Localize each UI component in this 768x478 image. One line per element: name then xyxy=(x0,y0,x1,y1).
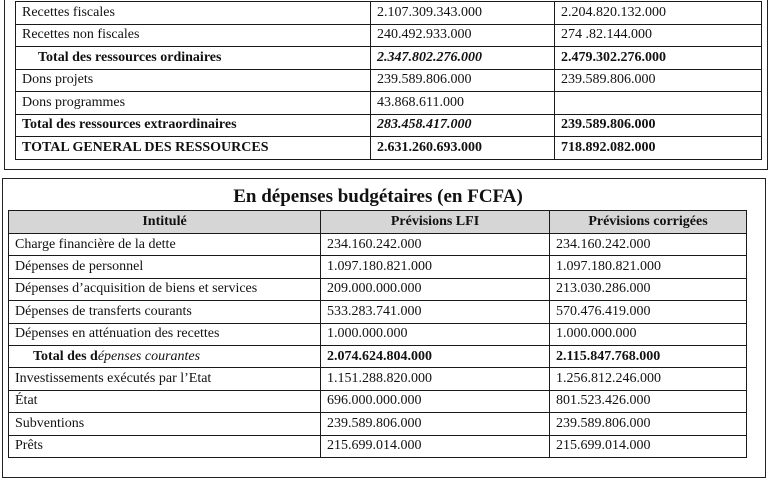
prevision-corrigee: 1.000.000.000 xyxy=(550,323,747,345)
prevision-lfi: 696.000.000.000 xyxy=(321,390,550,412)
prevision-corrigee: 801.523.426.000 xyxy=(550,390,747,412)
table-row xyxy=(16,92,762,115)
column-header-intitule: Intitulé xyxy=(9,211,321,234)
prevision-lfi: 283.458.417.000 xyxy=(371,114,555,137)
row-label: Prêts xyxy=(9,435,321,457)
row-label: Dépenses en atténuation des recettes xyxy=(9,323,321,345)
row-label: État xyxy=(9,390,321,412)
prevision-corrigee: 718.892.082.000 xyxy=(555,137,762,160)
prevision-corrigee: 234.160.242.000 xyxy=(550,234,747,256)
row-label: Total des ressources extraordinaires xyxy=(16,114,371,137)
prevision-corrigee xyxy=(555,92,762,115)
row-label-part1: Total des d xyxy=(33,348,98,364)
table-row xyxy=(9,435,747,457)
total-row xyxy=(16,114,762,137)
depenses-table xyxy=(8,210,747,458)
table-row xyxy=(9,278,747,300)
total-row xyxy=(9,345,747,367)
prevision-lfi: 1.151.288.820.000 xyxy=(321,368,550,390)
table-row xyxy=(16,2,762,25)
table-row xyxy=(9,390,747,412)
table-row xyxy=(16,69,762,92)
prevision-corrigee: 213.030.286.000 xyxy=(550,278,747,300)
prevision-lfi: 2.074.624.804.000 xyxy=(321,345,550,367)
prevision-lfi: 209.000.000.000 xyxy=(321,278,550,300)
row-label: Recettes fiscales xyxy=(16,2,371,25)
prevision-corrigee: 570.476.419.000 xyxy=(550,301,747,323)
grand-total-row xyxy=(16,137,762,160)
table-row xyxy=(9,234,747,256)
row-label: Dons programmes xyxy=(16,92,371,115)
prevision-corrigee: 2.479.302.276.000 xyxy=(555,47,762,70)
prevision-lfi: 2.107.309.343.000 xyxy=(371,2,555,25)
column-header-lfi: Prévisions LFI xyxy=(321,211,550,234)
row-label xyxy=(9,345,321,367)
row-label: Charge financière de la dette xyxy=(9,234,321,256)
prevision-lfi: 1.097.180.821.000 xyxy=(321,256,550,278)
row-label: Total des ressources ordinaires xyxy=(16,47,371,70)
prevision-corrigee: 274 .82.144.000 xyxy=(555,24,762,47)
table-row xyxy=(9,368,747,390)
prevision-lfi: 43.868.611.000 xyxy=(371,92,555,115)
table-row xyxy=(9,413,747,435)
prevision-corrigee: 215.699.014.000 xyxy=(550,435,747,457)
table-row xyxy=(9,256,747,278)
row-label: Subventions xyxy=(9,413,321,435)
prevision-corrigee: 2.204.820.132.000 xyxy=(555,2,762,25)
prevision-lfi: 2.631.260.693.000 xyxy=(371,137,555,160)
table-row xyxy=(9,323,747,345)
prevision-corrigee: 1.097.180.821.000 xyxy=(550,256,747,278)
row-label: Dons projets xyxy=(16,69,371,92)
prevision-lfi: 240.492.933.000 xyxy=(371,24,555,47)
row-label: Investissements exécutés par l’Etat xyxy=(9,368,321,390)
header-row xyxy=(9,211,747,234)
row-label: Dépenses d’acquisition de biens et services xyxy=(9,278,321,300)
row-label: TOTAL GENERAL DES RESSOURCES xyxy=(16,137,371,160)
prevision-corrigee: 239.589.806.000 xyxy=(555,114,762,137)
prevision-lfi: 239.589.806.000 xyxy=(371,69,555,92)
row-label: Dépenses de personnel xyxy=(9,256,321,278)
prevision-lfi: 239.589.806.000 xyxy=(321,413,550,435)
row-label: Dépenses de transferts courants xyxy=(9,301,321,323)
ressources-panel xyxy=(4,0,768,170)
prevision-corrigee: 239.589.806.000 xyxy=(555,69,762,92)
column-header-corrigees: Prévisions corrigées xyxy=(550,211,747,234)
table-row xyxy=(16,24,762,47)
prevision-corrigee: 1.256.812.246.000 xyxy=(550,368,747,390)
total-row xyxy=(16,47,762,70)
prevision-lfi: 2.347.802.276.000 xyxy=(371,47,555,70)
row-label-part2: épenses courantes xyxy=(97,348,201,364)
prevision-lfi: 234.160.242.000 xyxy=(321,234,550,256)
prevision-lfi: 533.283.741.000 xyxy=(321,301,550,323)
prevision-lfi: 215.699.014.000 xyxy=(321,435,550,457)
prevision-lfi: 1.000.000.000 xyxy=(321,323,550,345)
prevision-corrigee: 239.589.806.000 xyxy=(550,413,747,435)
row-label: Recettes non fiscales xyxy=(16,24,371,47)
table-row xyxy=(9,301,747,323)
ressources-table xyxy=(15,1,762,160)
section-title: En dépenses budgétaires (en FCFA) xyxy=(233,186,523,207)
prevision-corrigee: 2.115.847.768.000 xyxy=(550,345,747,367)
